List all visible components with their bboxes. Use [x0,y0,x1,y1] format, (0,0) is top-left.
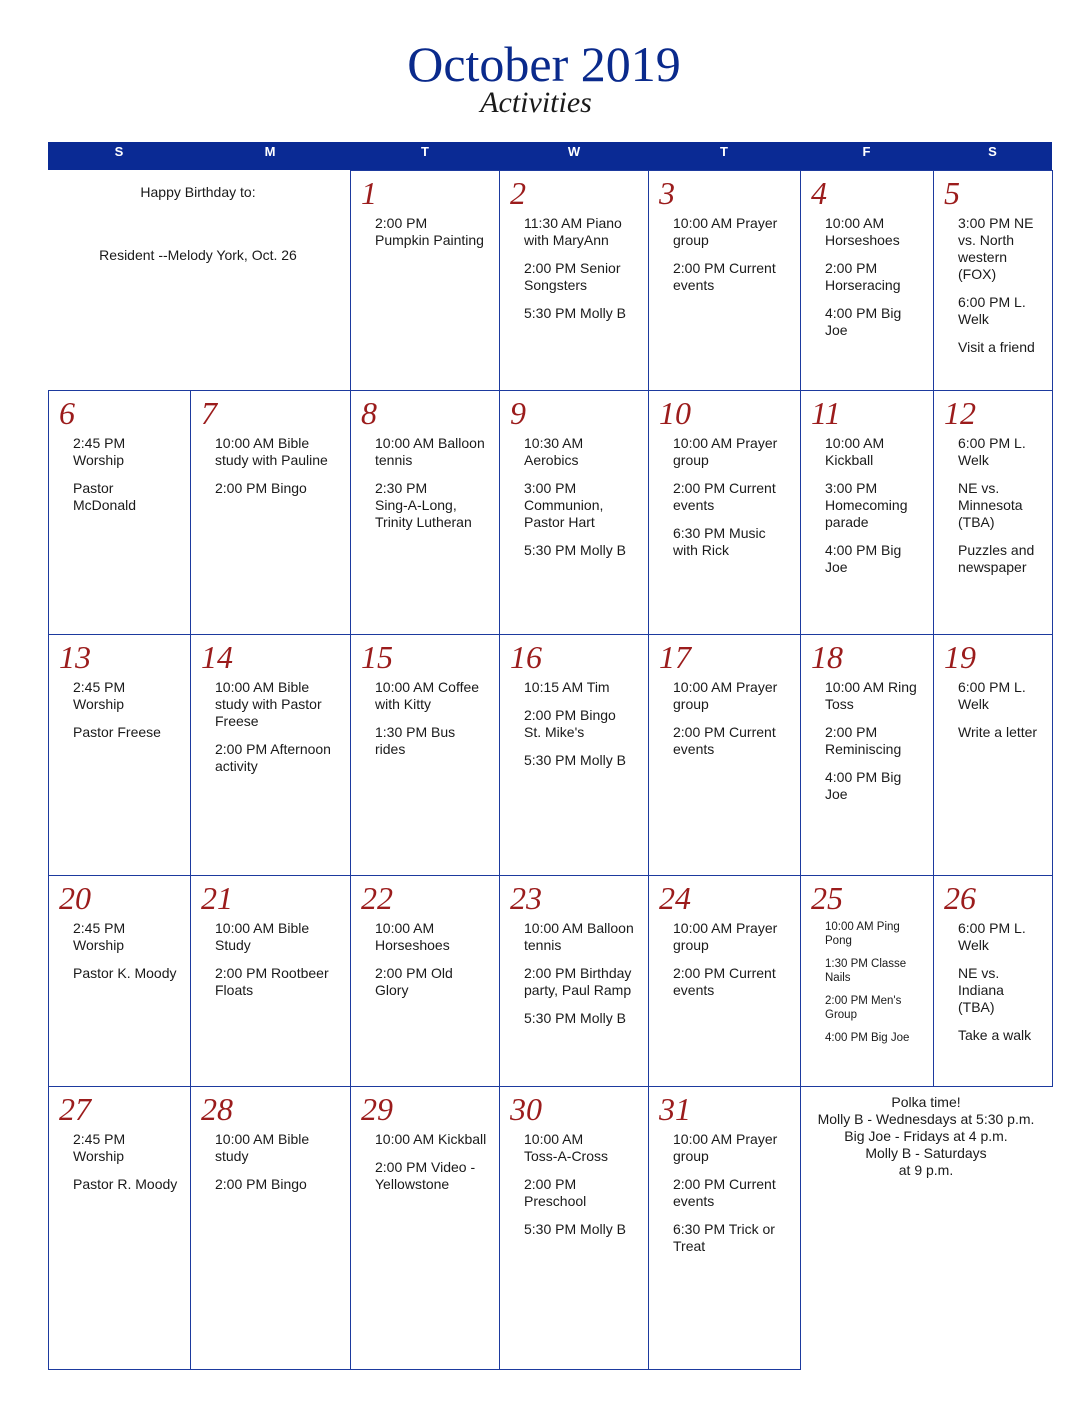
polka-line: Molly B - Wednesdays at 5:30 p.m. [817,1111,1035,1127]
day-number: 26 [944,880,976,916]
event-item: Take a walk [958,1027,1032,1043]
day-number: 15 [361,639,393,675]
day-cell-4 [800,170,934,391]
day-cell-20 [48,875,191,1087]
day-number: 6 [59,395,75,431]
event-item: 10:00 AM Kickball [825,435,885,468]
event-list [524,215,642,333]
day-number: 3 [659,175,675,211]
event-item: 2:00 PM Birthday party, Paul Ramp [524,965,632,998]
birthday-box [48,170,350,390]
event-item: 10:00 AM Ring Toss [825,679,917,712]
event-item: 2:00 PM Horseracing [825,260,901,293]
event-item: 2:00 PM Afternoon activity [215,741,331,774]
event-list [375,1131,493,1204]
event-item: Pastor McDonald [73,480,137,513]
day-number: 2 [510,175,526,211]
day-number: 13 [59,639,91,675]
event-list [524,679,642,780]
day-number: 1 [361,175,377,211]
polka-line: Big Joe - Fridays at 4 p.m. [844,1128,1008,1144]
event-item: 5:30 PM Molly B [524,542,626,558]
event-item: 10:00 AM Balloon tennis [524,920,634,953]
day-number: 4 [811,175,827,211]
day-number: 18 [811,639,843,675]
event-item: 3:00 PM Homecoming parade [825,480,908,530]
event-list [375,435,493,542]
event-list [673,920,794,1010]
event-item: 6:00 PM L. Welk [958,679,1026,712]
event-list [673,679,794,769]
weekday-friday: F [862,144,871,159]
day-cell-22 [350,875,500,1087]
day-cell-18 [800,634,934,876]
event-item: 11:30 AM Piano with MaryAnn [524,215,622,248]
event-item: 2:00 PM Pumpkin Painting [375,215,484,248]
day-cell-21 [190,875,351,1087]
event-list [524,435,642,570]
day-number: 29 [361,1091,393,1127]
event-item: 10:00 AM Horseshoes [375,920,450,953]
day-number: 14 [201,639,233,675]
day-number: 12 [944,395,976,431]
day-cell-10 [648,390,801,635]
event-list [375,679,493,769]
day-cell-6 [48,390,191,635]
polka-line: Polka time! [891,1094,961,1110]
event-item: 5:30 PM Molly B [524,1010,626,1026]
event-item: 6:00 PM L. Welk [958,920,1026,953]
polka-line: at 9 p.m. [898,1162,954,1178]
event-item: 3:00 PM NE vs. North western (FOX) [958,215,1034,282]
event-item: 10:15 AM Tim [524,679,610,695]
day-number: 16 [510,639,542,675]
event-list [673,215,794,305]
day-cell-27 [48,1086,191,1370]
event-item: 10:30 AM Aerobics [524,435,584,468]
event-item: 10:00 AM Coffee with Kitty [375,679,480,712]
event-item: 10:00 AM Toss-A-Cross [524,1131,609,1164]
day-cell-1 [350,170,500,391]
event-list [524,920,642,1038]
birthday-entry: Resident --Melody York, Oct. 26 [99,247,297,263]
event-item: 6:00 PM L. Welk [958,435,1026,468]
event-list [958,215,1046,367]
day-cell-7 [190,390,351,635]
event-item: 2:45 PM Worship [73,679,126,712]
day-cell-2 [499,170,649,391]
event-item: 2:45 PM Worship [73,1131,126,1164]
event-list [958,679,1046,752]
event-item: 10:00 AM Prayer group [673,435,778,468]
event-item: 10:00 AM Kickball [375,1131,487,1147]
event-item: 2:45 PM Worship [73,920,126,953]
weekday-tuesday: T [421,144,429,159]
day-number: 28 [201,1091,233,1127]
day-number: 30 [510,1091,542,1127]
day-number: 9 [510,395,526,431]
weekday-monday: M [264,144,276,159]
event-item: 2:00 PM Current events [673,724,776,757]
day-cell-25 [800,875,934,1087]
event-item: 2:00 PM Reminiscing [825,724,902,757]
day-cell-24 [648,875,801,1087]
day-number: 20 [59,880,91,916]
day-number: 10 [659,395,691,431]
day-cell-5 [933,170,1053,391]
page-subtitle: Activities [480,86,592,119]
day-number: 31 [659,1091,691,1127]
day-number: 21 [201,880,233,916]
event-list [375,920,493,1010]
event-item: 10:00 AM Prayer group [673,679,778,712]
event-item: 2:00 PM Video - Yellowstone [375,1159,476,1192]
weekday-wednesday: W [567,144,581,159]
birthday-heading: Happy Birthday to: [140,184,256,200]
event-item: 6:30 PM Trick or Treat [673,1221,775,1254]
event-item: 2:00 PM Old Glory [375,965,453,998]
event-item: Pastor K. Moody [73,965,177,981]
event-list [73,679,184,752]
event-item: 4:00 PM Big Joe [825,1032,910,1044]
day-cell-15 [350,634,500,876]
weekday-header [48,142,1052,170]
event-list [825,215,927,350]
day-cell-23 [499,875,649,1087]
event-list [73,435,184,525]
day-number: 5 [944,175,960,211]
event-item: 6:30 PM Music with Rick [673,525,766,558]
event-item: 2:00 PM Current events [673,480,776,513]
event-item: 10:00 AM Bible study with Pauline [215,435,328,468]
event-item: Puzzles and newspaper [958,542,1035,575]
day-cell-19 [933,634,1053,876]
event-item: 10:00 AM Ping Pong [825,921,900,947]
event-list [673,1131,794,1266]
event-item: Pastor R. Moody [73,1176,178,1192]
event-item: 2:45 PM Worship [73,435,126,468]
event-list [825,679,927,814]
day-cell-13 [48,634,191,876]
day-cell-30 [499,1086,649,1370]
event-item: 10:00 AM Bible study [215,1131,310,1164]
day-number: 8 [361,395,377,431]
day-cell-29 [350,1086,500,1370]
event-item: NE vs. Minnesota (TBA) [958,480,1023,530]
day-cell-16 [499,634,649,876]
day-number: 22 [361,880,393,916]
event-list [375,215,493,260]
event-item: 10:00 AM Prayer group [673,215,778,248]
day-number: 24 [659,880,691,916]
event-item: 4:00 PM Big Joe [825,769,902,802]
event-item: 2:00 PM Current events [673,260,776,293]
day-cell-9 [499,390,649,635]
event-item: 1:30 PM Classe Nails [825,958,907,984]
weekday-saturday: S [988,144,997,159]
event-item: 5:30 PM Molly B [524,1221,626,1237]
day-number: 11 [811,395,841,431]
day-cell-31 [648,1086,801,1370]
day-cell-12 [933,390,1053,635]
event-item: 4:00 PM Big Joe [825,305,902,338]
event-list [825,920,927,1054]
event-item: 2:00 PM Preschool [524,1176,587,1209]
event-item: 2:00 PM Men's Group [825,995,902,1021]
event-item: 1:30 PM Bus rides [375,724,456,757]
event-list [673,435,794,570]
page-title: October 2019 [407,36,681,92]
day-cell-17 [648,634,801,876]
day-number: 23 [510,880,542,916]
event-item: 10:00 AM Prayer group [673,1131,778,1164]
event-item: 2:00 PM Current events [673,965,776,998]
event-item: 2:00 PM Current events [673,1176,776,1209]
event-item: 5:30 PM Molly B [524,752,626,768]
event-item: 2:00 PM Bingo St. Mike's [524,707,616,740]
event-list [825,435,927,587]
weekday-sunday: S [114,144,124,159]
day-cell-3 [648,170,801,391]
event-item: 4:00 PM Big Joe [825,542,902,575]
event-item: 10:00 AM Bible Study [215,920,310,953]
day-number: 25 [811,880,843,916]
event-list [958,435,1046,587]
day-number: 17 [659,639,691,675]
event-item: 2:00 PM Senior Songsters [524,260,621,293]
event-list [73,1131,184,1204]
polka-line: Molly B - Saturdays [865,1145,987,1161]
event-list [215,920,344,1010]
day-number: 19 [944,639,976,675]
event-list [215,1131,344,1204]
event-item: 10:00 AM Bible study with Pastor Freese [215,679,322,729]
event-list [524,1131,642,1249]
event-item: 10:00 AM Prayer group [673,920,778,953]
event-item: Pastor Freese [73,724,161,740]
event-item: 2:30 PM Sing-A-Long, Trinity Lutheran [375,480,472,530]
event-item: 2:00 PM Bingo [215,1176,307,1192]
day-number: 7 [201,395,217,431]
day-cell-11 [800,390,934,635]
event-item: 6:00 PM L. Welk [958,294,1026,327]
event-item: 5:30 PM Molly B [524,305,626,321]
event-item: 3:00 PM Communion, Pastor Hart [524,480,604,530]
event-item: Write a letter [958,724,1038,740]
event-item: 10:00 AM Horseshoes [825,215,900,248]
day-cell-14 [190,634,351,876]
event-item: Visit a friend [958,339,1035,355]
polka-note [800,1094,1052,1179]
event-list [215,435,344,508]
event-list [215,679,344,786]
day-cell-26 [933,875,1053,1087]
event-item: 10:00 AM Balloon tennis [375,435,485,468]
day-number: 27 [59,1091,91,1127]
day-cell-28 [190,1086,351,1370]
event-item: NE vs. Indiana (TBA) [958,965,1004,1015]
event-item: 2:00 PM Bingo [215,480,307,496]
event-list [958,920,1046,1055]
event-item: 2:00 PM Rootbeer Floats [215,965,329,998]
day-cell-8 [350,390,500,635]
weekday-thursday: T [720,144,728,159]
event-list [73,920,184,993]
